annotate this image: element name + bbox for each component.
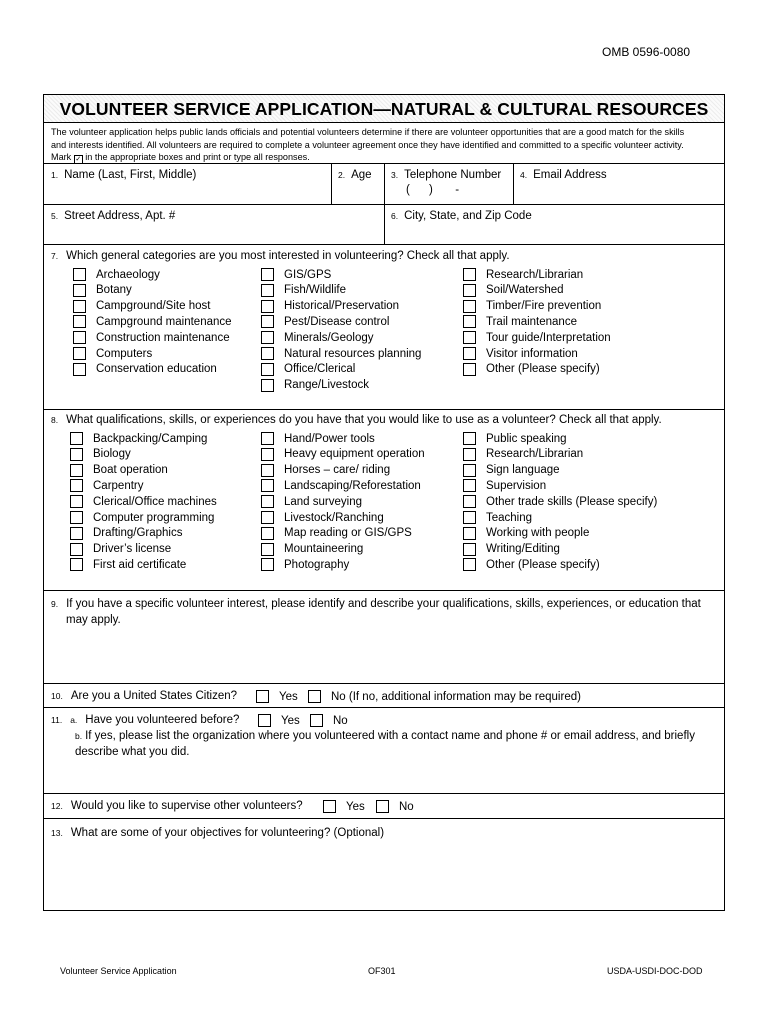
q8-col1-option[interactable] [70, 431, 207, 446]
checkbox[interactable] [70, 527, 83, 540]
checkbox-label: Computers [96, 347, 153, 360]
q8-col1-option[interactable] [70, 510, 214, 525]
checkbox-label: Carpentry [93, 479, 144, 492]
checkbox-label: Drafting/Graphics [93, 527, 183, 540]
checkbox[interactable] [463, 543, 476, 556]
q7-col2-option[interactable] [261, 283, 346, 298]
question-11a-text: Have you volunteered before? [85, 714, 240, 726]
footer-form-name: Volunteer Service Application [60, 966, 177, 976]
checkbox-label: Pest/Disease control [284, 315, 390, 328]
email-field[interactable] [520, 169, 607, 181]
checkbox[interactable] [258, 714, 271, 727]
checkbox[interactable] [463, 479, 476, 492]
q8-col2-option[interactable] [261, 526, 412, 541]
checkbox[interactable] [261, 268, 274, 281]
checkbox[interactable] [73, 347, 86, 360]
divider [384, 163, 385, 204]
q8-col2-option[interactable] [261, 431, 375, 446]
name-label: Name (Last, First, Middle) [64, 169, 197, 181]
question-8 [51, 414, 662, 426]
checkbox-label: Teaching [486, 511, 533, 524]
checkbox-label: Biology [93, 448, 131, 461]
application-form [43, 94, 725, 911]
divider [513, 163, 514, 204]
q7-col3-option[interactable] [463, 346, 578, 361]
question-12 [51, 800, 303, 812]
q8-col1-option[interactable] [70, 526, 182, 541]
age-label: Age [351, 169, 372, 181]
checkbox-label: Livestock/Ranching [284, 511, 384, 524]
checkbox[interactable] [73, 300, 86, 313]
field-number: 1. [51, 170, 59, 180]
checkbox[interactable] [463, 300, 476, 313]
checkbox-label: Other trade skills (Please specify) [486, 495, 658, 508]
q8-col3-option[interactable] [463, 431, 567, 446]
checkbox-label: Minerals/Geology [284, 331, 374, 344]
email-label: Email Address [533, 169, 607, 181]
sub-label: a. [70, 715, 78, 725]
checkbox[interactable] [70, 511, 83, 524]
checkbox[interactable] [73, 284, 86, 297]
checkbox[interactable] [261, 363, 274, 376]
footer-agencies: USDA-USDI-DOC-DOD [607, 966, 703, 976]
citizen-no[interactable] [308, 689, 581, 704]
checkbox[interactable] [463, 448, 476, 461]
omb-number: OMB 0596-0080 [602, 45, 691, 59]
q8-col3-option[interactable] [463, 447, 583, 462]
checkbox[interactable] [261, 479, 274, 492]
checkbox-label: Botany [96, 284, 132, 297]
q7-col1-option[interactable] [73, 362, 217, 377]
question-11b-continued: describe what you did. [75, 746, 190, 758]
q8-col3-option[interactable] [463, 510, 532, 525]
checkbox[interactable] [261, 432, 274, 445]
question-number: 12. [51, 801, 63, 811]
checkbox-label: Office/Clerical [284, 363, 356, 376]
checkbox-label: Visitor information [486, 347, 578, 360]
checkbox-label: Construction maintenance [96, 331, 230, 344]
checkbox[interactable] [261, 300, 274, 313]
q8-col2-option[interactable] [261, 478, 421, 493]
q7-col3-option[interactable] [463, 362, 600, 377]
q7-col2-option[interactable] [261, 267, 331, 282]
checkbox-label: No [399, 800, 414, 813]
checkbox[interactable] [261, 347, 274, 360]
mark-prefix: Mark [51, 152, 72, 162]
checkbox-label: Working with people [486, 527, 590, 540]
q7-col1-option[interactable] [73, 314, 232, 329]
question-9-text: If you have a specific volunteer interest, please identify and describe your qualifications, skills, experiences, or education that [66, 598, 701, 610]
q8-col1-option[interactable] [70, 494, 217, 509]
checkbox[interactable] [463, 284, 476, 297]
checkbox[interactable] [463, 363, 476, 376]
checkbox-label: No (If no, additional information may be required) [331, 690, 581, 703]
city-state-zip-label: City, State, and Zip Code [404, 210, 532, 222]
checkbox[interactable] [73, 315, 86, 328]
checkbox[interactable] [261, 448, 274, 461]
field-number: 2. [338, 170, 346, 180]
question-7 [51, 250, 510, 262]
checkbox-label: Natural resources planning [284, 347, 422, 360]
checkbox-label: Boat operation [93, 464, 168, 477]
checkbox[interactable] [70, 495, 83, 508]
question-10-text: Are you a United States Citizen? [70, 690, 238, 702]
checkbox[interactable] [463, 315, 476, 328]
divider [44, 818, 724, 819]
checkbox-label: Fish/Wildlife [284, 284, 346, 297]
field-number: 6. [391, 211, 399, 221]
q8-col2-option[interactable] [261, 510, 384, 525]
checkbox-label: First aid certificate [93, 558, 187, 571]
checkbox[interactable] [73, 331, 86, 344]
citizen-yes[interactable] [256, 689, 298, 704]
q7-col1-option[interactable] [73, 299, 210, 314]
question-number: 9. [51, 599, 59, 609]
instructions-line-1: The volunteer application helps public lands officials and potential volunteers determine if there are volunteer opportunities that are a good match for the skills [51, 127, 685, 137]
checkbox-label: Research/Librarian [486, 448, 584, 461]
question-9-continued: may apply. [66, 614, 121, 626]
q7-col2-option[interactable] [261, 346, 421, 361]
checkbox-label: Archaeology [96, 268, 160, 281]
q8-col2-option[interactable] [261, 557, 349, 572]
q7-col2-option[interactable] [261, 314, 389, 329]
checkbox-label: Photography [284, 558, 350, 571]
checkbox-label: Soil/Watershed [486, 284, 564, 297]
checkbox-label: Sign language [486, 464, 560, 477]
checkbox[interactable] [261, 495, 274, 508]
instructions [51, 126, 717, 164]
checkbox[interactable] [70, 558, 83, 571]
q8-col3-option[interactable] [463, 478, 546, 493]
q8-col1-option[interactable] [70, 463, 168, 478]
checkmark-icon: ✓ [75, 156, 82, 163]
checkbox[interactable] [463, 511, 476, 524]
checkbox-label: Trail maintenance [486, 315, 577, 328]
q7-col3-option[interactable] [463, 267, 583, 282]
q8-col2-option[interactable] [261, 542, 363, 557]
checkbox-label: Horses – care/ riding [284, 464, 391, 477]
q8-col2-option[interactable] [261, 447, 425, 462]
q8-col3-option[interactable] [463, 542, 560, 557]
question-9 [51, 598, 701, 610]
question-11 [51, 714, 239, 726]
checkbox-label: Historical/Preservation [284, 300, 400, 313]
checkbox-label: Campground maintenance [96, 315, 232, 328]
question-9-answer-area[interactable] [51, 630, 717, 680]
checkbox[interactable] [463, 464, 476, 477]
question-13 [51, 827, 384, 839]
divider [384, 204, 385, 244]
checkbox[interactable] [261, 379, 274, 392]
q8-col1-option[interactable] [70, 542, 171, 557]
q8-col1-option[interactable] [70, 447, 131, 462]
checkbox[interactable] [463, 558, 476, 571]
name-field[interactable] [51, 169, 196, 181]
sub-label: b. [75, 731, 83, 741]
form-title: VOLUNTEER SERVICE APPLICATION—NATURAL & CULTURAL RESOURCES [44, 95, 724, 123]
divider [44, 793, 724, 794]
question-11b [75, 730, 695, 742]
checkbox-label: Supervision [486, 479, 547, 492]
checkbox[interactable] [261, 543, 274, 556]
q7-col2-option[interactable] [261, 299, 399, 314]
checkbox-label: Mountaineering [284, 543, 364, 556]
checkbox[interactable] [308, 690, 321, 703]
footer-form-number: OF301 [368, 966, 396, 976]
checkbox-label: Hand/Power tools [284, 432, 375, 445]
question-number: 11. [51, 715, 63, 725]
checkbox-label: Other (Please specify) [486, 558, 600, 571]
checkbox-label: Driver’s license [93, 543, 172, 556]
q8-col2-option[interactable] [261, 494, 362, 509]
q7-col3-option[interactable] [463, 330, 611, 345]
checkbox[interactable] [261, 284, 274, 297]
divider [44, 707, 724, 708]
checkbox-label: Range/Livestock [284, 379, 370, 392]
telephone-field[interactable] [391, 169, 501, 181]
q7-col1-option[interactable] [73, 346, 152, 361]
age-field[interactable] [338, 169, 372, 181]
checkbox[interactable] [463, 268, 476, 281]
checkbox[interactable] [70, 432, 83, 445]
checkbox[interactable] [463, 432, 476, 445]
checkbox[interactable] [73, 268, 86, 281]
checkbox[interactable] [463, 331, 476, 344]
checkbox[interactable] [70, 479, 83, 492]
checkbox-label: Research/Librarian [486, 268, 584, 281]
checkbox-label: Writing/Editing [486, 543, 560, 556]
question-number: 10. [51, 691, 63, 701]
q7-col3-option[interactable] [463, 283, 564, 298]
divider [44, 683, 724, 684]
q8-col3-option[interactable] [463, 526, 589, 541]
field-number: 3. [391, 170, 399, 180]
checkbox-label: Public speaking [486, 432, 567, 445]
street-address-field[interactable] [51, 210, 175, 222]
question-number: 8. [51, 415, 59, 425]
field-number: 4. [520, 170, 528, 180]
question-13-answer-area[interactable] [51, 845, 717, 903]
checkbox-label: Map reading or GIS/GPS [284, 527, 412, 540]
checkbox[interactable] [261, 558, 274, 571]
q7-col3-option[interactable] [463, 299, 601, 314]
checkbox-label: Clerical/Office machines [93, 495, 217, 508]
checkbox[interactable] [70, 448, 83, 461]
q8-col2-option[interactable] [261, 463, 390, 478]
q8-col3-option[interactable] [463, 463, 560, 478]
checkbox[interactable] [323, 800, 336, 813]
checkbox[interactable] [310, 714, 323, 727]
telephone-label: Telephone Number [404, 169, 502, 181]
checkbox-label: Other (Please specify) [486, 363, 600, 376]
checkbox[interactable] [73, 363, 86, 376]
checkbox-label: Backpacking/Camping [93, 432, 208, 445]
question-10 [51, 690, 237, 702]
checkbox[interactable] [261, 315, 274, 328]
checkbox-label: Campground/Site host [96, 300, 211, 313]
checkbox-label: Land surveying [284, 495, 362, 508]
checkbox-label: Yes [281, 714, 300, 727]
q8-col1-option[interactable] [70, 478, 144, 493]
checkbox[interactable] [463, 527, 476, 540]
checkbox[interactable] [261, 464, 274, 477]
checkbox[interactable] [463, 347, 476, 360]
checkbox[interactable] [261, 331, 274, 344]
checkbox[interactable] [376, 800, 389, 813]
field-number: 5. [51, 211, 59, 221]
question-number: 13. [51, 828, 63, 838]
checkbox[interactable] [70, 464, 83, 477]
divider [331, 163, 332, 204]
q8-col3-option[interactable] [463, 494, 657, 509]
supervise-no[interactable] [376, 799, 414, 814]
q7-col2-option[interactable] [261, 378, 369, 393]
street-address-label: Street Address, Apt. # [64, 210, 176, 222]
question-8-text: What qualifications, skills, or experiences do you have that you would like to use as a volunteer? Check all that apply. [66, 414, 662, 426]
checkbox[interactable] [261, 527, 274, 540]
q7-col1-option[interactable] [73, 267, 160, 282]
checkbox-label: Computer programming [93, 511, 215, 524]
city-state-zip-field[interactable] [391, 210, 532, 222]
volunteered-yes[interactable] [258, 713, 300, 728]
checkbox-label: Yes [279, 690, 298, 703]
q8-col1-option[interactable] [70, 557, 186, 572]
checkbox-label: Heavy equipment operation [284, 448, 425, 461]
divider [44, 244, 724, 245]
volunteered-no[interactable] [310, 713, 348, 728]
instructions-line-2: and interests identified. All volunteers are required to complete a volunteer agreement once they have identified and committed to a specific volunteer activity. [51, 139, 684, 150]
telephone-format: ( ) - [406, 184, 460, 196]
mark-suffix: in the appropriate boxes and print or type all responses. [85, 152, 310, 162]
question-7-text: Which general categories are you most interested in volunteering? Check all that apply. [66, 250, 510, 262]
question-13-text: What are some of your objectives for volunteering? (Optional) [70, 827, 385, 839]
checkbox[interactable] [256, 690, 269, 703]
q7-col2-option[interactable] [261, 330, 373, 345]
q7-col2-option[interactable] [261, 362, 355, 377]
checkbox-label: No [333, 714, 348, 727]
checkbox-label: Timber/Fire prevention [486, 300, 602, 313]
checkbox-label: Conservation education [96, 363, 217, 376]
divider [44, 409, 724, 410]
divider [44, 590, 724, 591]
checkbox-label: Tour guide/Interpretation [486, 331, 611, 344]
q7-col1-option[interactable] [73, 283, 132, 298]
checkbox[interactable] [261, 511, 274, 524]
q7-col3-option[interactable] [463, 314, 577, 329]
q8-col3-option[interactable] [463, 557, 600, 572]
checkbox[interactable] [70, 543, 83, 556]
checkbox-label: Landscaping/Reforestation [284, 479, 421, 492]
question-12-text: Would you like to supervise other volunteers? [70, 800, 303, 812]
question-11b-text: If yes, please list the organization where you volunteered with a contact name and phone # or email address, and briefly [85, 730, 695, 742]
question-number: 7. [51, 251, 59, 261]
checkbox-label: GIS/GPS [284, 268, 332, 281]
checkbox[interactable] [463, 495, 476, 508]
checkbox-label: Yes [346, 800, 365, 813]
q7-col1-option[interactable] [73, 330, 230, 345]
supervise-yes[interactable] [323, 799, 365, 814]
